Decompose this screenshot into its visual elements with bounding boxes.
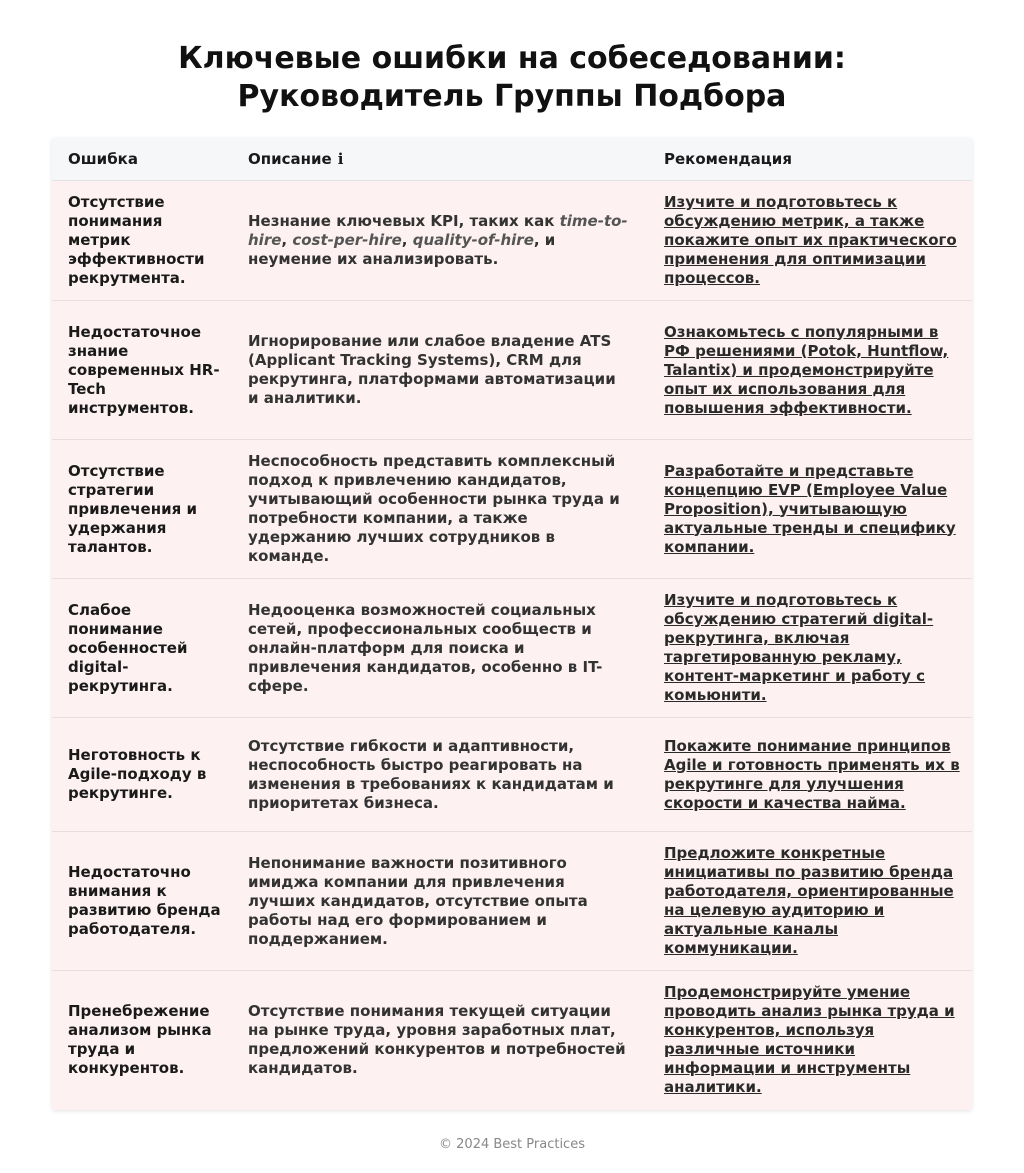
- description-cell: Неспособность представить комплексный подход к привлечению кандидатов, учитывающий особенности рынка труда и потребности компании, а также удержанию лучших сотрудников в команде.: [248, 452, 620, 565]
- page-title: [0, 40, 1024, 116]
- description-cell: [232, 181, 648, 301]
- kpi-term: quality-of-hire: [412, 231, 534, 249]
- recommendation-cell: [648, 579, 972, 718]
- description-text: , и неумение их анализировать.: [248, 231, 556, 268]
- description-text: Незнание ключевых KPI, таких как: [248, 212, 560, 230]
- table-row: [52, 440, 972, 579]
- recommendation-cell: [648, 971, 972, 1110]
- recommendation-cell: [648, 301, 972, 440]
- recommendation-cell: [648, 718, 972, 832]
- page-title-line2: Руководитель Группы Подбора: [237, 79, 787, 114]
- recommendation-link[interactable]: Разработайте и представьте концепцию EVP (Employee Value Proposition), учитывающую актуальные тренды и специфику компании.: [664, 461, 956, 556]
- recommendation-cell: [648, 832, 972, 971]
- description-cell: Игнорирование или слабое владение ATS (Applicant Tracking Systems), CRM для рекрутинга, платформами автоматизации и аналитики.: [248, 332, 616, 407]
- header-description-label: Описание: [248, 150, 332, 168]
- table-row: [52, 181, 972, 301]
- table-row: [52, 832, 972, 971]
- kpi-term: cost-per-hire: [292, 231, 402, 249]
- recommendation-link[interactable]: Изучите и подготовьтесь к обсуждению стратегий digital-рекрутинга, включая таргетированную рекламу, контент-маркетинг и работу с комьюнити.: [664, 591, 934, 704]
- description-cell: Отсутствие гибкости и адаптивности, неспособность быстро реагировать на изменения в требованиях к кандидатам и приоритетах бизнеса.: [248, 736, 614, 812]
- description-cell: Отсутствие понимания текущей ситуации на рынке труда, уровня заработных плат, предложений конкурентов и потребностей кандидатов.: [248, 1002, 626, 1078]
- recommendation-link[interactable]: Ознакомьтесь с популярными в РФ решениями (Potok, Huntflow, Talantix) и продемонстрируйте опыт их использования для повышения эффективности.: [664, 322, 949, 417]
- page-title-line1: Ключевые ошибки на собеседовании:: [178, 41, 846, 76]
- recommendation-link[interactable]: Предложите конкретные инициативы по развитию бренда работодателя, ориентированные на целевую аудиторию и актуальные каналы коммуникации.: [664, 844, 954, 957]
- recommendation-link[interactable]: Изучите и подготовьтесь к обсуждению метрик, а также покажите опыт их практического применения для оптимизации процессов.: [664, 193, 957, 287]
- header-error: Ошибка: [52, 138, 232, 181]
- recommendation-link[interactable]: Продемонстрируйте умение проводить анализ рынка труда и конкурентов, используя различные источники информации и инструменты аналитики.: [664, 983, 955, 1097]
- mistakes-table: [52, 138, 972, 1110]
- table-row: [52, 301, 972, 440]
- error-cell: Слабое понимание особенностей digital-рекрутинга.: [68, 600, 188, 695]
- kpi-term: time-to-hire: [248, 212, 628, 249]
- table-row: [52, 971, 972, 1110]
- table-row: [52, 718, 972, 832]
- header-recommendation: Рекомендация: [648, 138, 972, 181]
- error-cell: Недостаточно внимания к развитию бренда работодателя.: [68, 863, 221, 938]
- description-text: ,: [281, 231, 293, 249]
- recommendation-link[interactable]: Покажите понимание принципов Agile и готовность применять их в рекрутинге для улучшения скорости и качества найма.: [664, 736, 960, 812]
- info-icon[interactable]: i: [337, 150, 344, 168]
- recommendation-cell: [648, 181, 972, 301]
- error-cell: Пренебрежение анализом рынка труда и конкурентов.: [68, 1002, 212, 1078]
- header-description: [232, 138, 648, 181]
- description-cell: Непонимание важности позитивного имиджа компании для привлечения лучших кандидатов, отсутствие опыта работы над его формированием и поддержанием.: [248, 853, 588, 948]
- table-header-row: [52, 138, 972, 181]
- description-text: ,: [401, 231, 413, 249]
- error-cell: Отсутствие понимания метрик эффективности рекрутмента.: [68, 193, 205, 287]
- error-cell: Недостаточное знание современных HR-Tech инструментов.: [68, 322, 220, 417]
- table-row: [52, 579, 972, 718]
- error-cell: Неготовность к Agile-подходу в рекрутинге.: [68, 746, 207, 802]
- footer-copyright: © 2024 Best Practices: [439, 1137, 585, 1152]
- description-cell: Недооценка возможностей социальных сетей, профессиональных сообществ и онлайн-платформ для поиска и привлечения кандидатов, особенно в IT-сфере.: [248, 600, 603, 695]
- error-cell: Отсутствие стратегии привлечения и удержания талантов.: [68, 461, 197, 556]
- recommendation-cell: [648, 440, 972, 579]
